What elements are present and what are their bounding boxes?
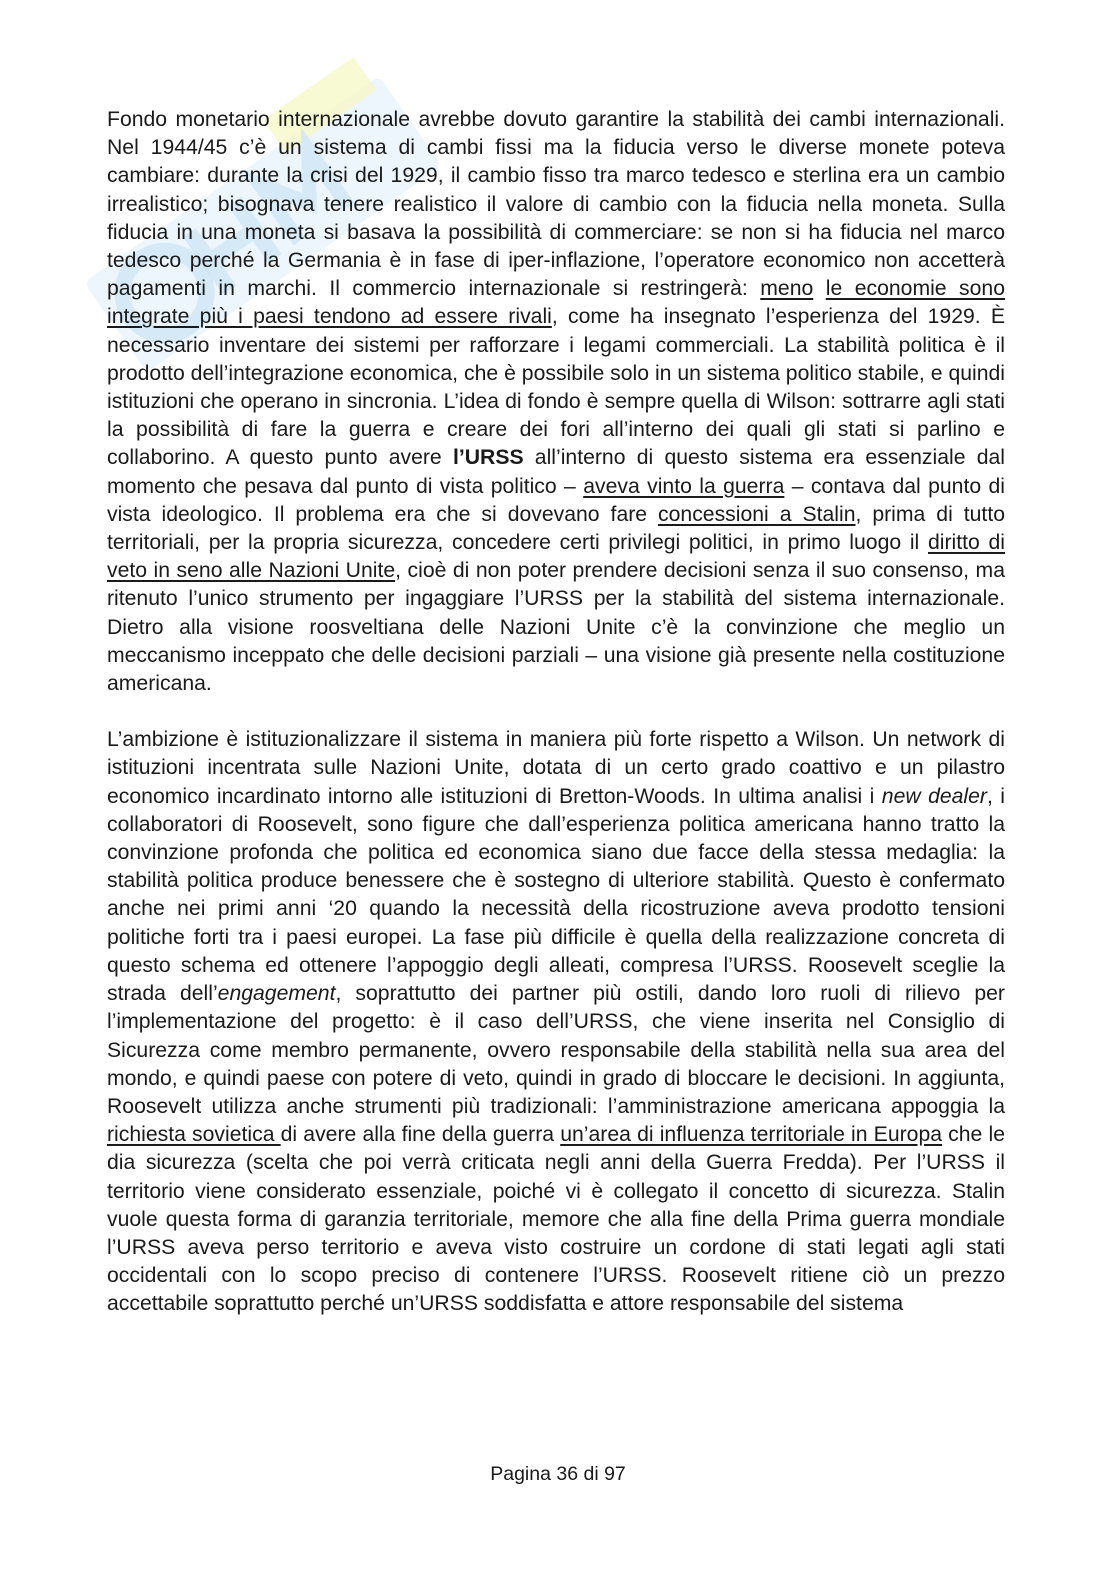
underline-vinto-guerra: aveva vinto la guerra (583, 474, 785, 498)
underline-diritto-veto: diritto di veto in seno alle Nazioni Unite (107, 531, 1005, 583)
underline-area-influenza: un’area di influenza territoriale in Europa (560, 1123, 943, 1147)
bold-urss: l’URSS (452, 446, 524, 470)
paragraph-2: L’ambizione è istituzionalizzare il sistema in maniera più forte rispetto a Wilson. Un network di istituzioni incentrata sulle Nazioni Unite, dotata di un certo grado coattivo e un pilastro economico incardinato intorno alle istituzioni di Bretton-Woods. In ultima analisi i new dealer, i collaboratori di Roosevelt, sono figure che dall’esperienza politica americana hanno tratto la convinzione profonda che politica ed economica siano due facce della stessa medaglia: la stabilità politica produce benessere che è sostegno di ulteriore stabilità. Questo è confermato anche nei primi anni ‘20 quando la necessità della ricostruzione aveva prodotto tensioni politiche forti tra i paesi europei. La fase più difficile è quella della realizzazione concreta di questo schema ed ottenere l’appoggio degli alleati, compresa l’URSS. Roosevelt sceglie la strada dell’engagement, soprattutto dei partner più ostili, dando loro ruoli di rilievo per l’implementazione del progetto: è il caso dell’URSS, che viene inserita nel Consiglio di Sicurezza come membro permanente, ovvero responsabile della stabilità nella sua area del mondo, e quindi paese con potere di veto, quindi in grado di bloccare le decisioni. In aggiunta, Roosevelt utilizza anche strumenti più tradizionali: l’amministrazione americana appoggia la richiesta sovietica di avere alla fine della guerra un’area di influenza territoriale in Europa che le dia sicurezza (scelta che poi verrà criticata negli anni della Guerra Fredda). Per l’URSS il territorio viene considerato essenziale, poiché vi è collegato il concetto di sicurezza. Stalin vuole questa forma di garanzia territoriale, memore che alla fine della Prima guerra mondiale l’URSS aveva perso territorio e aveva visto costruire un cordone di stati legati agli stati occidentali con lo scopo preciso di contenere l’URSS. Roosevelt ritiene ciò un prezzo accettabile soprattutto perché un’URSS soddisfatta e attore responsabile del sistema (107, 728, 1005, 1316)
underline-economie-integrate: le economie sono integrate più i paesi tendono ad essere rivali (107, 277, 1005, 329)
italic-engagement: engagement (217, 982, 336, 1006)
underline-richiesta-sovietica: richiesta sovietica (107, 1123, 281, 1147)
page-content (107, 106, 1005, 1319)
underline-concessioni-stalin: concessioni a Stalin (658, 502, 856, 526)
paragraph-1: Fondo monetario internazionale avrebbe dovuto garantire la stabilità dei cambi internazionali. Nel 1944/45 c’è un sistema di cambi fissi ma la fiducia verso le diverse monete poteva cambiare: durante la crisi del 1929, il cambio fisso tra marco tedesco e sterlina era un cambio irrealistico; bisognava tenere realistico il valore di cambio con la fiducia nella moneta. Sulla fiducia in una moneta si basava la possibilità di commerciare: se non si ha fiducia nel marco tedesco perché la Germania è in fase di iper-inflazione, l’operatore economico non accetterà pagamenti in marchi. Il commercio internazionale si restringerà: meno le economie sono integrate più i paesi tendono ad essere rivali, come ha insegnato l’esperienza del 1929. È necessario inventare dei sistemi per rafforzare i legami commerciali. La stabilità politica è il prodotto dell’integrazione economica, che è possibile solo in un sistema politico stabile, e quindi istituzioni che operano in sincronia. L’idea di fondo è sempre quella di Wilson: sottrarre agli stati la possibilità di fare la guerra e creare dei fori all’interno dei quali gli stati si parlino e collaborino. A questo punto avere l’URSS all’interno di questo sistema era essenziale dal momento che pesava dal punto di vista politico – aveva vinto la guerra – contava dal punto di vista ideologico. Il problema era che si dovevano fare concessioni a Stalin, prima di tutto territoriali, per la propria sicurezza, concedere certi privilegi politici, in primo luogo il diritto di veto in seno alle Nazioni Unite, cioè di non poter prendere decisioni senza il suo consenso, ma ritenuto l’unico strumento per ingaggiare l’URSS per la stabilità del sistema internazionale. Dietro alla visione roosveltiana delle Nazioni Unite c’è la convinzione che meglio un meccanismo inceppato che delle decisioni parziali – una visione già presente nella costituzione americana. (107, 108, 1005, 696)
page-number: Pagina 36 di 97 (490, 1463, 626, 1485)
underline-meno: meno (760, 277, 814, 301)
italic-new-dealer: new dealer (881, 784, 987, 808)
